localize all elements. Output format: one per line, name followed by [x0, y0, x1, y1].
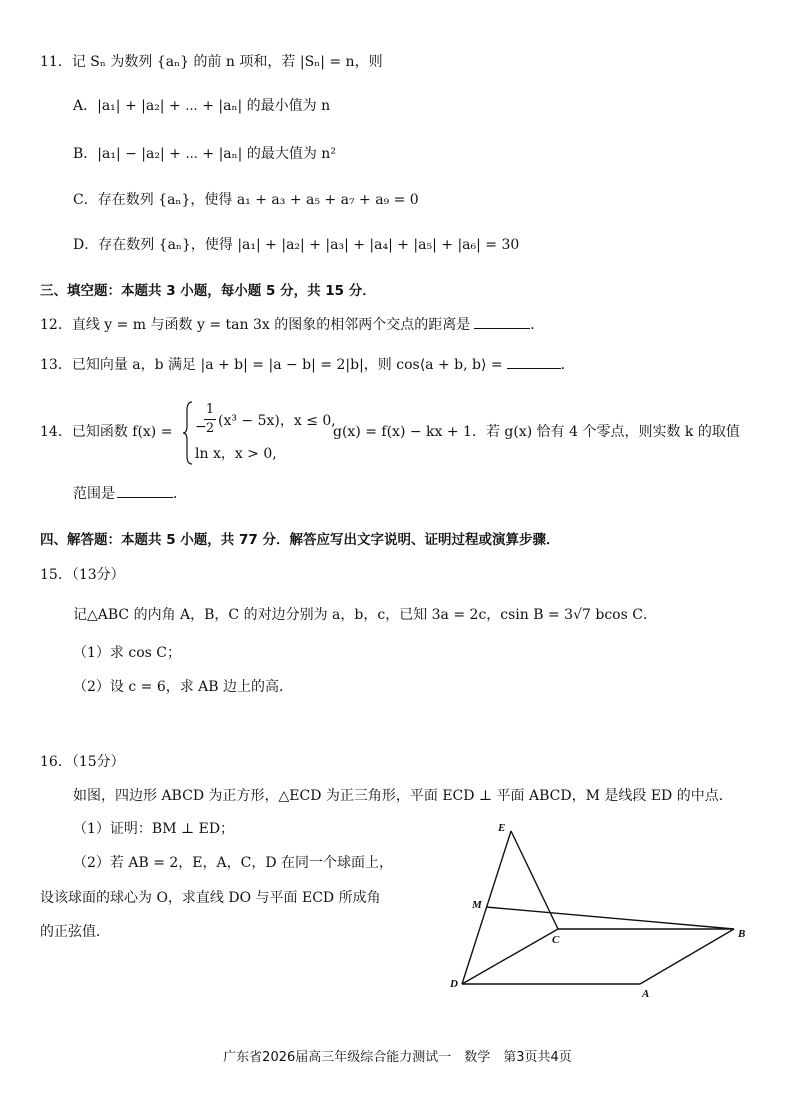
label-D: D	[450, 978, 458, 990]
q14-line2-text: 范围是	[73, 486, 115, 502]
q16-head: 16．（15分）	[40, 754, 125, 770]
q14-case2-expr: ln x，x > 0,	[195, 446, 277, 462]
q11-option-a: A．|a₁| + |a₂| + ⋯ + |aₙ| 的最小值为 n	[73, 98, 331, 114]
q14-tail: ．	[173, 486, 187, 502]
section3-heading: 三、填空题：本题共 3 小题，每小题 5 分，共 15 分．	[40, 283, 376, 299]
q15-part1: （1）求 cos C；	[73, 645, 181, 661]
q11-stem: 11．记 Sₙ 为数列 {aₙ} 的前 n 项和，若 |Sₙ| = n，则	[40, 54, 383, 70]
q11-option-c: C．存在数列 {aₙ}，使得 a₁ + a₃ + a₅ + a₇ + a₉ = 0	[73, 192, 419, 208]
q16-part2-end: 的正弦值．	[40, 924, 110, 940]
section4-heading: 四、解答题：本题共 5 小题，共 77 分．解答应写出文字说明、证明过程或演算步骤．	[40, 532, 560, 548]
q13-tail: ．	[560, 357, 575, 373]
q14-line2	[73, 483, 187, 504]
edge-EC	[511, 831, 558, 929]
q16-part1: （1）证明：BM ⊥ ED；	[73, 821, 235, 837]
q16-figure	[440, 815, 760, 1000]
q11-option-b: B．|a₁| − |a₂| + ⋯ + |aₙ| 的最大值为 n²	[73, 146, 336, 162]
q12-tail: ．	[530, 317, 545, 333]
page-footer: 广东省2026届高三年级综合能力测试一 数学 第3页共4页	[223, 1050, 572, 1065]
q14-fraction-bar	[204, 419, 216, 420]
q13-text: 13．已知向量 a，b 满足 |a + b| = |a − b| = 2|b|，则 cos⟨a + b, b⟩ =	[40, 357, 503, 373]
q14-brace	[182, 400, 194, 466]
edge-MB	[486, 907, 734, 929]
q13-answer-blank	[507, 354, 561, 369]
label-B: B	[738, 928, 746, 940]
q15-head: 15．（13分）	[40, 567, 125, 583]
q12-text: 12．直线 y = m 与函数 y = tan 3x 的图象的相邻两个交点的距离是	[40, 317, 471, 333]
q12-answer-blank	[474, 314, 530, 329]
label-M: M	[472, 899, 482, 911]
q16-part2-cont: 设该球面的球心为 O，求直线 DO 与平面 ECD 所成角	[40, 890, 381, 906]
q14-case1-expr: (x³ − 5x)，x ≤ 0,	[218, 413, 336, 429]
q14-rest: g(x) = f(x) − kx + 1．若 g(x) 恰有 4 个零点，则实数 k 的取值	[333, 424, 740, 440]
label-C: C	[552, 934, 560, 946]
q15-part2: （2）设 c = 6，求 AB 边上的高．	[73, 679, 294, 695]
edge-AB	[640, 929, 734, 984]
q14-case1-den: 2	[205, 421, 215, 436]
q13-line	[40, 354, 575, 375]
q14-case1-num: 1	[205, 402, 215, 417]
label-A: A	[642, 988, 650, 1000]
q16-part2: （2）若 AB = 2，E，A，C，D 在同一个球面上，	[73, 855, 394, 871]
q14-answer-blank	[117, 483, 173, 498]
label-E: E	[498, 822, 506, 834]
q14-lead: 14．已知函数 f(x) =	[40, 424, 173, 440]
q12-line	[40, 314, 544, 335]
q16-stem: 如图，四边形 ABCD 为正方形，△ECD 为正三角形，平面 ECD ⊥ 平面 ABCD，M 是线段 ED 的中点．	[73, 788, 733, 804]
q14-case1-minus: −	[195, 419, 207, 435]
q11-option-d: D．存在数列 {aₙ}，使得 |a₁| + |a₂| + |a₃| + |a₄| + |a₅| + |a₆| = 30	[73, 237, 520, 253]
q15-stem: 记△ABC 的内角 A，B，C 的对边分别为 a，b，c，已知 3a = 2c，csin B = 3√7 bcos C．	[73, 607, 657, 623]
